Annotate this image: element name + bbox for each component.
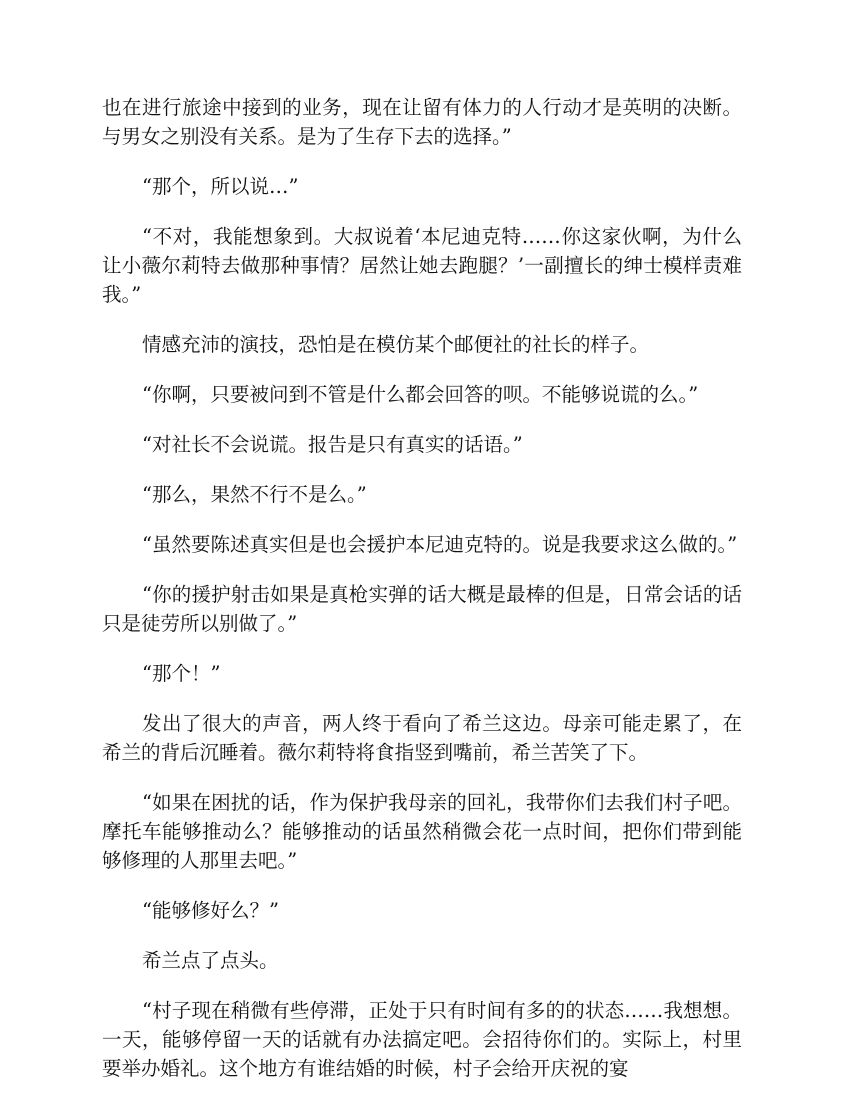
paragraph-4: 情感充沛的演技，恐怕是在模仿某个邮便社的社长的样子。: [142, 333, 650, 356]
paragraph-9: “你的援护射击如果是真枪实弹的话大概是最棒的但是，日常会话的话只是徒劳所以别做了。”: [102, 583, 742, 635]
paragraph-14: 希兰点了点头。: [142, 949, 279, 972]
paragraph-12: “如果在困扰的话，作为保护我母亲的回礼，我带你们去我们村子吧。摩托车能够推动么？能够推动的话虽然稍微会花一点时间，把你们带到能够修理的人那里去吧。”: [102, 791, 742, 872]
paragraph-2: “那个，所以说…”: [142, 175, 299, 198]
paragraph-7: “那么，果然不行不是么。”: [142, 483, 367, 506]
paragraph-15: “村子现在稍微有些停滞，正处于只有时间有多的的状态……我想想。一天，能够停留一天的话就有办法搞定吧。会招待你们的。实际上，村里要举办婚礼。这个地方有谁结婚的时候，村子会给开庆祝的宴: [102, 999, 742, 1080]
paragraph-10: “那个！”: [142, 662, 221, 685]
paragraph-6: “对社长不会说谎。报告是只有真实的话语。”: [142, 433, 523, 456]
paragraph-13: “能够修好么？”: [142, 899, 279, 922]
paragraph-11: 发出了很大的声音，两人终于看向了希兰这边。母亲可能走累了，在希兰的背后沉睡着。薇尔莉特将食指竖到嘴前，希兰苦笑了下。: [102, 712, 742, 764]
paragraph-1: 也在进行旅途中接到的业务，现在让留有体力的人行动才是英明的决断。与男女之别没有关系。是为了生存下去的选择。”: [102, 96, 742, 148]
paragraph-3: “不对，我能想象到。大叔说着‘本尼迪克特……你这家伙啊，为什么让小薇尔莉特去做那种事情？居然让她去跑腿？’一副擅长的绅士模样责难我。”: [102, 225, 742, 306]
paragraph-5: “你啊，只要被问到不管是什么都会回答的呗。不能够说谎的么。”: [142, 383, 699, 406]
paragraph-8: “虽然要陈述真实但是也会援护本尼迪克特的。说是我要求这么做的。”: [142, 533, 738, 556]
document-page: [102, 93, 742, 1104]
